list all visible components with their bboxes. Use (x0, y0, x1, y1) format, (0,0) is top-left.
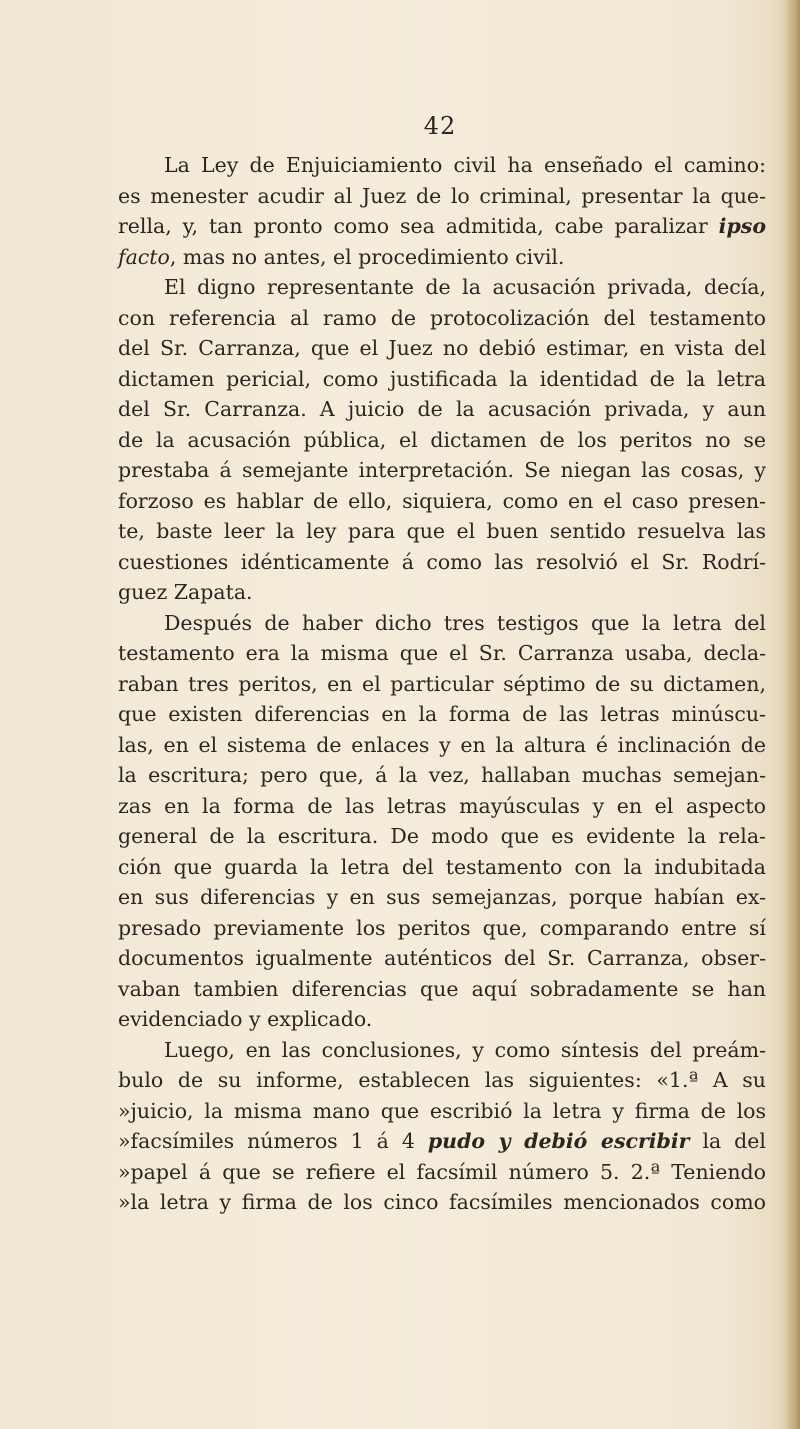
text-line: con referencia al ramo de protocolización del testamento (118, 305, 766, 330)
text-line: la escritura; pero que, á la vez, hallaban muchas semejan- (118, 763, 766, 787)
text-line: del Sr. Carranza, que el Juez no debió estimar, en vista del (118, 336, 766, 360)
text-line: en sus diferencias y en sus semejanzas, porque habían ex- (118, 885, 766, 909)
text-line: bulo de su informe, establecen las siguientes: «1.ª A su (118, 1068, 766, 1092)
text-line: vaban tambien diferencias que aquí sobradamente se han (118, 976, 766, 1001)
italic-phrase: ipso (718, 214, 766, 238)
text-line: raban tres peritos, en el particular séptimo de su dictamen, (118, 671, 766, 696)
text-line: »papel á que se refiere el facsímil número 5. 2.ª Teniendo (118, 1159, 766, 1184)
text-line: »juicio, la misma mano que escribió la letra y firma de los (118, 1098, 766, 1123)
text-line: prestaba á semejante interpretación. Se niegan las cosas, y (118, 458, 766, 482)
text-line: Luego, en las conclusiones, y como síntesis del preám- (164, 1037, 766, 1062)
text-line: testamento era la misma que el Sr. Carranza usaba, decla- (118, 641, 766, 665)
text-line: te, baste leer la ley para que el buen sentido resuelva las (118, 519, 766, 543)
text-line: guez Zapata. (118, 580, 253, 604)
italic-phrase: pudo y debió escribir (427, 1129, 690, 1153)
text-line: presado previamente los peritos que, comparando entre sí (118, 915, 766, 940)
text-line: Después de haber dicho tres testigos que la letra del (164, 610, 766, 635)
text-line: evidenciado y explicado. (118, 1007, 373, 1031)
page-number: 42 (423, 112, 457, 140)
text-line: general de la escritura. De modo que es evidente la rela- (118, 824, 766, 848)
text-line: rella, y, tan pronto como sea admitida, cabe paralizar ipso (118, 214, 766, 238)
text-line: documentos igualmente auténticos del Sr. Carranza, obser- (118, 946, 766, 970)
text-line: El digno representante de la acusación privada, decía, (164, 275, 766, 299)
text-line: dictamen pericial, como justificada la identidad de la letra (118, 366, 766, 391)
text-line: del Sr. Carranza. A juicio de la acusación privada, y aun (118, 397, 766, 421)
text-line: zas en la forma de las letras mayúsculas y en el aspecto (118, 793, 766, 818)
body-text (118, 150, 766, 1218)
text-line: es menester acudir al Juez de lo criminal, presentar la que- (118, 183, 766, 208)
text-line: forzoso es hablar de ello, siquiera, como en el caso presen- (118, 488, 766, 513)
page-edge-shadow (786, 0, 800, 1429)
text-line: de la acusación pública, el dictamen de los peritos no se (118, 427, 766, 452)
text-line: facto, mas no antes, el procedimiento civil. (118, 244, 565, 269)
text-line: La Ley de Enjuiciamiento civil ha enseñado el camino: (164, 153, 766, 177)
text-line: »facsímiles números 1 á 4 pudo y debió escribir la del (118, 1129, 766, 1153)
text-line: que existen diferencias en la forma de las letras minúscu- (118, 702, 766, 726)
text-line: »la letra y firma de los cinco facsímiles mencionados como (118, 1190, 766, 1214)
italic-phrase: facto (118, 244, 170, 269)
text-line: las, en el sistema de enlaces y en la altura é inclinación de (118, 732, 766, 757)
text-line: ción que guarda la letra del testamento con la indubitada (118, 854, 766, 879)
text-line: cuestiones idénticamente á como las resolvió el Sr. Rodrí- (118, 549, 766, 574)
